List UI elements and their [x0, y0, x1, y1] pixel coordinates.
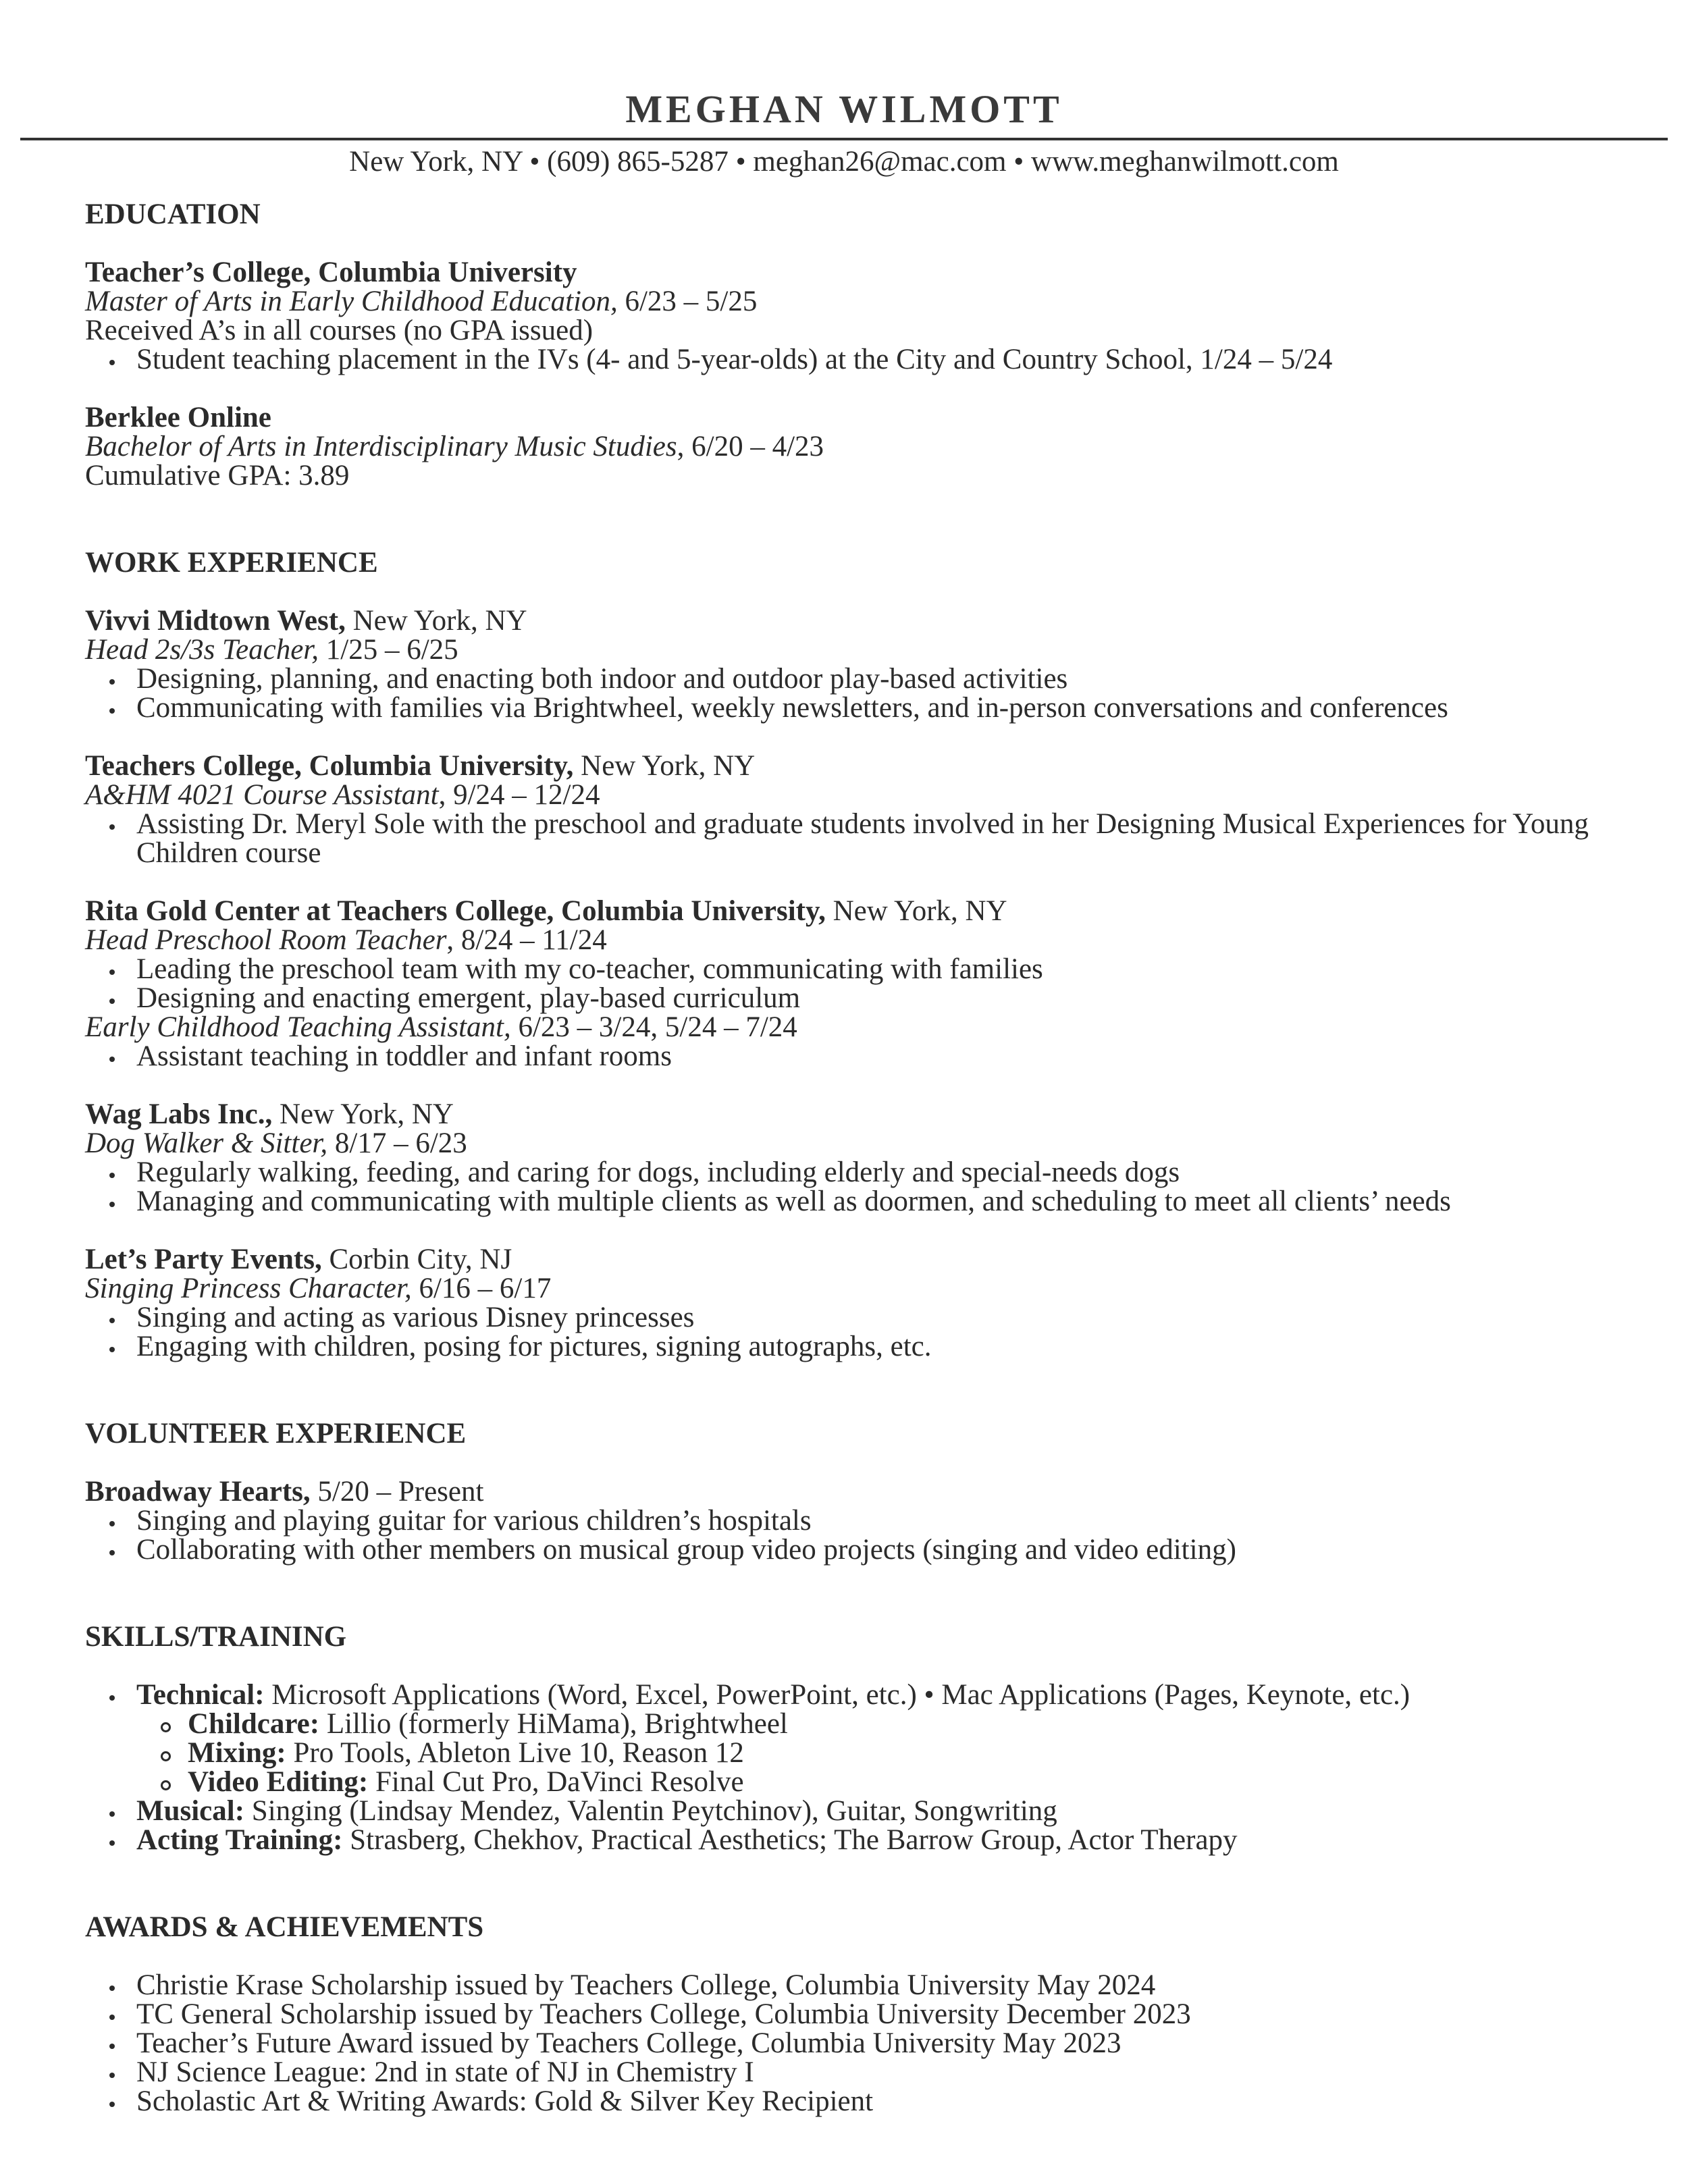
list-item	[85, 1826, 1638, 1855]
header-divider	[20, 138, 1668, 140]
skill-value: Pro Tools, Ableton Live 10, Reason 12	[286, 1737, 744, 1769]
skill-value: Final Cut Pro, DaVinci Resolve	[368, 1766, 744, 1798]
skills-list	[85, 1680, 1638, 1709]
list-item: Designing, planning, and enacting both indoor and outdoor play-based activities	[85, 664, 1638, 693]
school-name: Berklee Online	[85, 402, 271, 433]
role: Dog Walker & Sitter,	[85, 1127, 328, 1159]
org-name: Wag Labs Inc.,	[85, 1098, 273, 1130]
resume-content	[85, 200, 1638, 2116]
list-item: Assisting Dr. Meryl Sole with the preschool and graduate students involved in her Designing Musical Experiences for Young Children course	[85, 809, 1649, 868]
section-title-skills: SKILLS/TRAINING	[85, 1621, 347, 1653]
list-item: TC General Scholarship issued by Teachers College, Columbia University December 2023	[85, 2000, 1638, 2029]
work-entry-rita	[85, 897, 1638, 1071]
list-item: NJ Science League: 2nd in state of NJ in Chemistry I	[85, 2058, 1638, 2087]
awards-list	[85, 1971, 1638, 2116]
skill-value: Singing (Lindsay Mendez, Valentin Peytchinov), Guitar, Songwriting	[244, 1795, 1057, 1827]
location: New York, NY	[825, 895, 1007, 927]
list-item: Engaging with children, posing for pictures, signing autographs, etc.	[85, 1332, 1638, 1361]
skill-value: Lillio (formerly HiMama), Brightwheel	[319, 1708, 788, 1740]
list-item: Singing and acting as various Disney princesses	[85, 1303, 1638, 1332]
dates: , 8/24 – 11/24	[446, 924, 607, 956]
education-note: Received A’s in all courses (no GPA issued)	[85, 315, 594, 346]
work-entry-party	[85, 1245, 1638, 1361]
education-entry-tc	[85, 258, 1638, 374]
location: Corbin City, NJ	[321, 1244, 512, 1275]
location: New York, NY	[272, 1098, 454, 1130]
list-item	[85, 1738, 1638, 1767]
list-item	[85, 1767, 1638, 1796]
skill-value: Microsoft Applications (Word, Excel, PowerPoint, etc.) • Mac Applications (Pages, Keynote, etc.)	[264, 1679, 1410, 1711]
list-item: Communicating with families via Brightwheel, weekly newsletters, and in-person conversations and conferences	[85, 693, 1638, 722]
skill-value: Strasberg, Chekhov, Practical Aesthetics; The Barrow Group, Actor Therapy	[342, 1824, 1238, 1856]
volunteer-entry	[85, 1477, 1638, 1564]
org-name: Broadway Hearts,	[85, 1476, 311, 1508]
section-title-awards: AWARDS & ACHIEVEMENTS	[85, 1911, 484, 1943]
dates: , 6/20 – 4/23	[677, 431, 824, 462]
work-entry-tc	[85, 751, 1638, 868]
school-name: Teacher’s College, Columbia University	[85, 257, 577, 288]
list-item: Designing and enacting emergent, play-based curriculum	[85, 984, 1638, 1013]
skill-label: Childcare:	[188, 1708, 320, 1740]
skill-label: Technical:	[136, 1679, 265, 1711]
list-item	[85, 1796, 1638, 1826]
dates: 1/25 – 6/25	[319, 634, 458, 666]
dates: 5/20 – Present	[310, 1476, 484, 1508]
role: A&HM 4021 Course Assistant	[85, 779, 439, 811]
work-entry-vivvi	[85, 606, 1638, 722]
role: Early Childhood Teaching Assistant,	[85, 1011, 511, 1043]
section-title-education: EDUCATION	[85, 198, 261, 230]
list-item: Managing and communicating with multiple clients as well as doormen, and scheduling to meet all clients’ needs	[85, 1187, 1638, 1216]
list-item: Leading the preschool team with my co-teacher, communicating with families	[85, 955, 1638, 984]
role: Singing Princess Character,	[85, 1273, 412, 1304]
list-item: Collaborating with other members on musical group video projects (singing and video editing)	[85, 1535, 1638, 1564]
section-title-work: WORK EXPERIENCE	[85, 547, 378, 579]
candidate-name: MEGHAN WILMOTT	[625, 87, 1063, 131]
gpa: Cumulative GPA: 3.89	[85, 460, 350, 491]
location: New York, NY	[345, 605, 527, 637]
section-title-volunteer: VOLUNTEER EXPERIENCE	[85, 1418, 467, 1449]
location: New York, NY	[573, 750, 756, 782]
role: Head 2s/3s Teacher,	[85, 634, 319, 666]
degree: Bachelor of Arts in Interdisciplinary Music Studies	[85, 431, 677, 462]
dates: 6/23 – 5/25	[617, 286, 758, 317]
dates: , 9/24 – 12/24	[438, 779, 600, 811]
org-name: Rita Gold Center at Teachers College, Columbia University,	[85, 895, 826, 927]
skill-label: Acting Training:	[136, 1824, 343, 1856]
list-item: Singing and playing guitar for various children’s hospitals	[85, 1506, 1638, 1535]
org-name: Teachers College, Columbia University,	[85, 750, 574, 782]
list-item	[85, 1709, 1638, 1738]
skills-list-2	[85, 1796, 1638, 1855]
contact-line: New York, NY • (609) 865-5287 • meghan26@mac.com • www.meghanwilmott.com	[349, 146, 1339, 178]
degree: Master of Arts in Early Childhood Education,	[85, 286, 618, 317]
role: Head Preschool Room Teacher	[85, 924, 447, 956]
dates: 8/17 – 6/23	[327, 1127, 467, 1159]
skill-label: Musical:	[136, 1795, 245, 1827]
list-item: Teacher’s Future Award issued by Teachers College, Columbia University May 2023	[85, 2029, 1638, 2058]
list-item: Regularly walking, feeding, and caring for dogs, including elderly and special-needs dogs	[85, 1158, 1638, 1187]
org-name: Vivvi Midtown West,	[85, 605, 346, 637]
work-entry-wag	[85, 1100, 1638, 1216]
list-item: Student teaching placement in the IVs (4- and 5-year-olds) at the City and Country School, 1/24 – 5/24	[85, 345, 1638, 374]
skill-label: Mixing:	[188, 1737, 286, 1769]
dates: 6/16 – 6/17	[411, 1273, 552, 1304]
skills-sublist	[85, 1709, 1638, 1796]
org-name: Let’s Party Events,	[85, 1244, 322, 1275]
list-item: Christie Krase Scholarship issued by Teachers College, Columbia University May 2024	[85, 1971, 1638, 2000]
list-item	[85, 1680, 1638, 1709]
education-entry-berklee	[85, 403, 1638, 490]
dates: 6/23 – 3/24, 5/24 – 7/24	[510, 1011, 797, 1043]
list-item: Scholastic Art & Writing Awards: Gold & Silver Key Recipient	[85, 2087, 1638, 2116]
skill-label: Video Editing:	[188, 1766, 369, 1798]
list-item: Assistant teaching in toddler and infant rooms	[85, 1042, 1638, 1071]
